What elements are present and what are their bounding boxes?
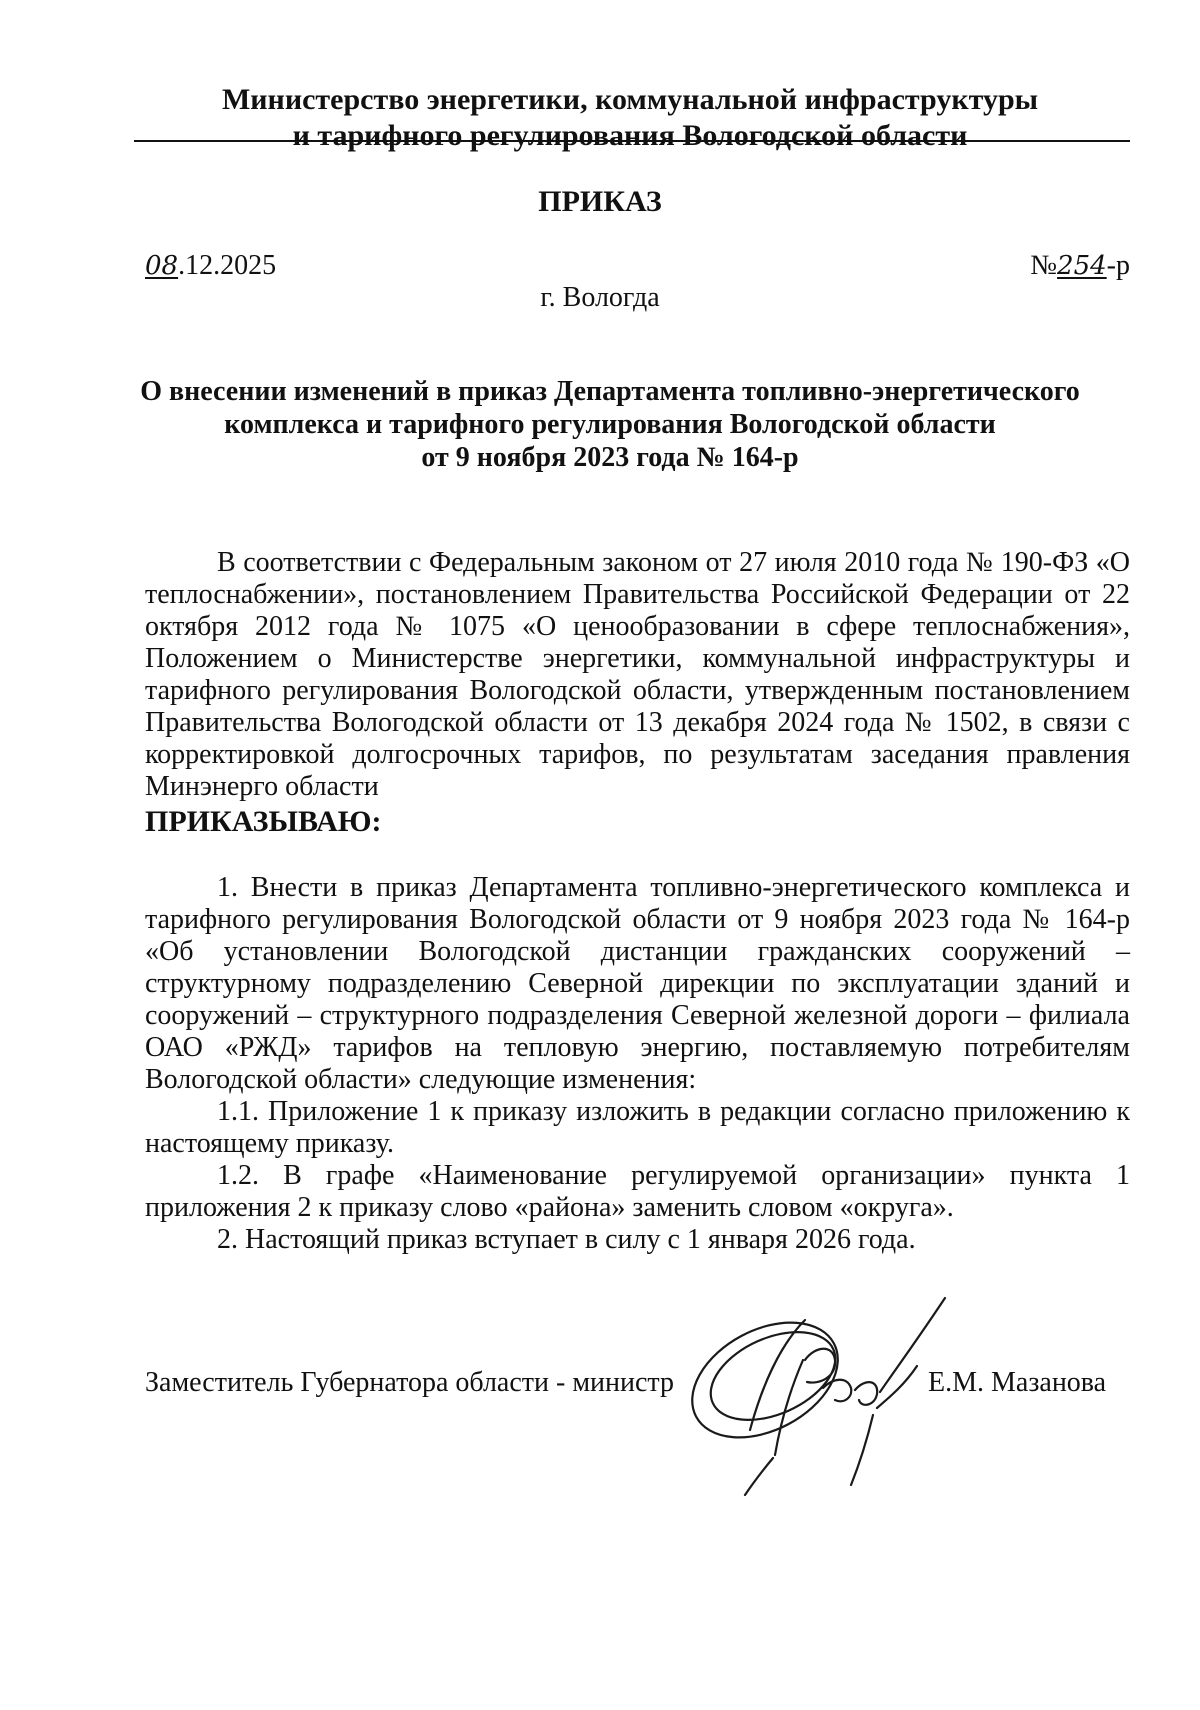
document-date <box>145 250 276 282</box>
order-item-1-2: 1.2. В графе «Наименование регулируемой организации» пункта 1 приложения 2 к приказу слово «района» заменить словом «округа». <box>145 1160 1130 1223</box>
date-day-handwritten: 08 <box>145 251 179 281</box>
handwritten-signature <box>655 1280 975 1500</box>
number-handwritten: 254 <box>1057 251 1107 281</box>
subject-line-3: от 9 ноября 2023 года № 164-р <box>421 442 799 473</box>
order-word: ПРИКАЗЫВАЮ: <box>145 805 382 838</box>
order-items <box>145 872 1130 1256</box>
subject-line-1: О внесении изменений в приказ Департамента топливно-энергетического <box>140 376 1080 407</box>
ministry-line-1: Министерство энергетики, коммунальной инфраструктуры <box>221 83 1039 116</box>
signer-title: Заместитель Губернатора области - министр <box>145 1367 674 1398</box>
subject-line-2: комплекса и тарифного регулирования Вологодской области <box>224 409 996 440</box>
ministry-line-2: и тарифного регулирования Вологодской области <box>292 119 968 152</box>
ministry-header <box>130 82 1130 154</box>
number-sign: № <box>1030 250 1058 281</box>
header-divider <box>134 140 1130 142</box>
order-item-2: 2. Настоящий приказ вступает в силу с 1 января 2026 года. <box>217 1224 916 1255</box>
order-item-1-1: 1.1. Приложение 1 к приказу изложить в редакции согласно приложению к настоящему приказу. <box>145 1096 1130 1159</box>
preamble-paragraph: В соответствии с Федеральным законом от 27 июля 2010 года № 190-ФЗ «О теплоснабжении», постановлением Правительства Российской Федерации от 22 октября 2012 года № 1075 «О ценообразовании в сфере теплоснабжения», Положением о Министерстве энергетики, коммунальной инфраструктуры и тарифного регулирования Вологодской области, утвержденным постановлением Правительства Вологодской области от 13 декабря 2024 года № 1502, в связи с корректировкой долгосрочных тарифов, по результатам заседания правления Минэнерго области <box>145 547 1130 802</box>
document-subject <box>130 375 1090 474</box>
order-item-1: 1. Внести в приказ Департамента топливно-энергетического комплекса и тарифного регулирования Вологодской области от 9 ноября 2023 года № 164-р «Об установлении Вологодской дистанции гражданских сооружений – структурному подразделению Северной дирекции по эксплуатации зданий и сооружений – структурного подразделения Северной железной дороги – филиала ОАО «РЖД» тарифов на тепловую энергию, поставляемую потребителям Вологодской области» следующие изменения: <box>145 872 1130 1095</box>
document-number <box>1030 250 1130 282</box>
date-month-year: .12.2025 <box>178 250 277 281</box>
document-type: ПРИКАЗ <box>538 185 662 218</box>
document-city: г. Вологда <box>540 282 660 313</box>
signer-name: Е.М. Мазанова <box>928 1367 1107 1398</box>
number-suffix: -р <box>1106 250 1130 281</box>
